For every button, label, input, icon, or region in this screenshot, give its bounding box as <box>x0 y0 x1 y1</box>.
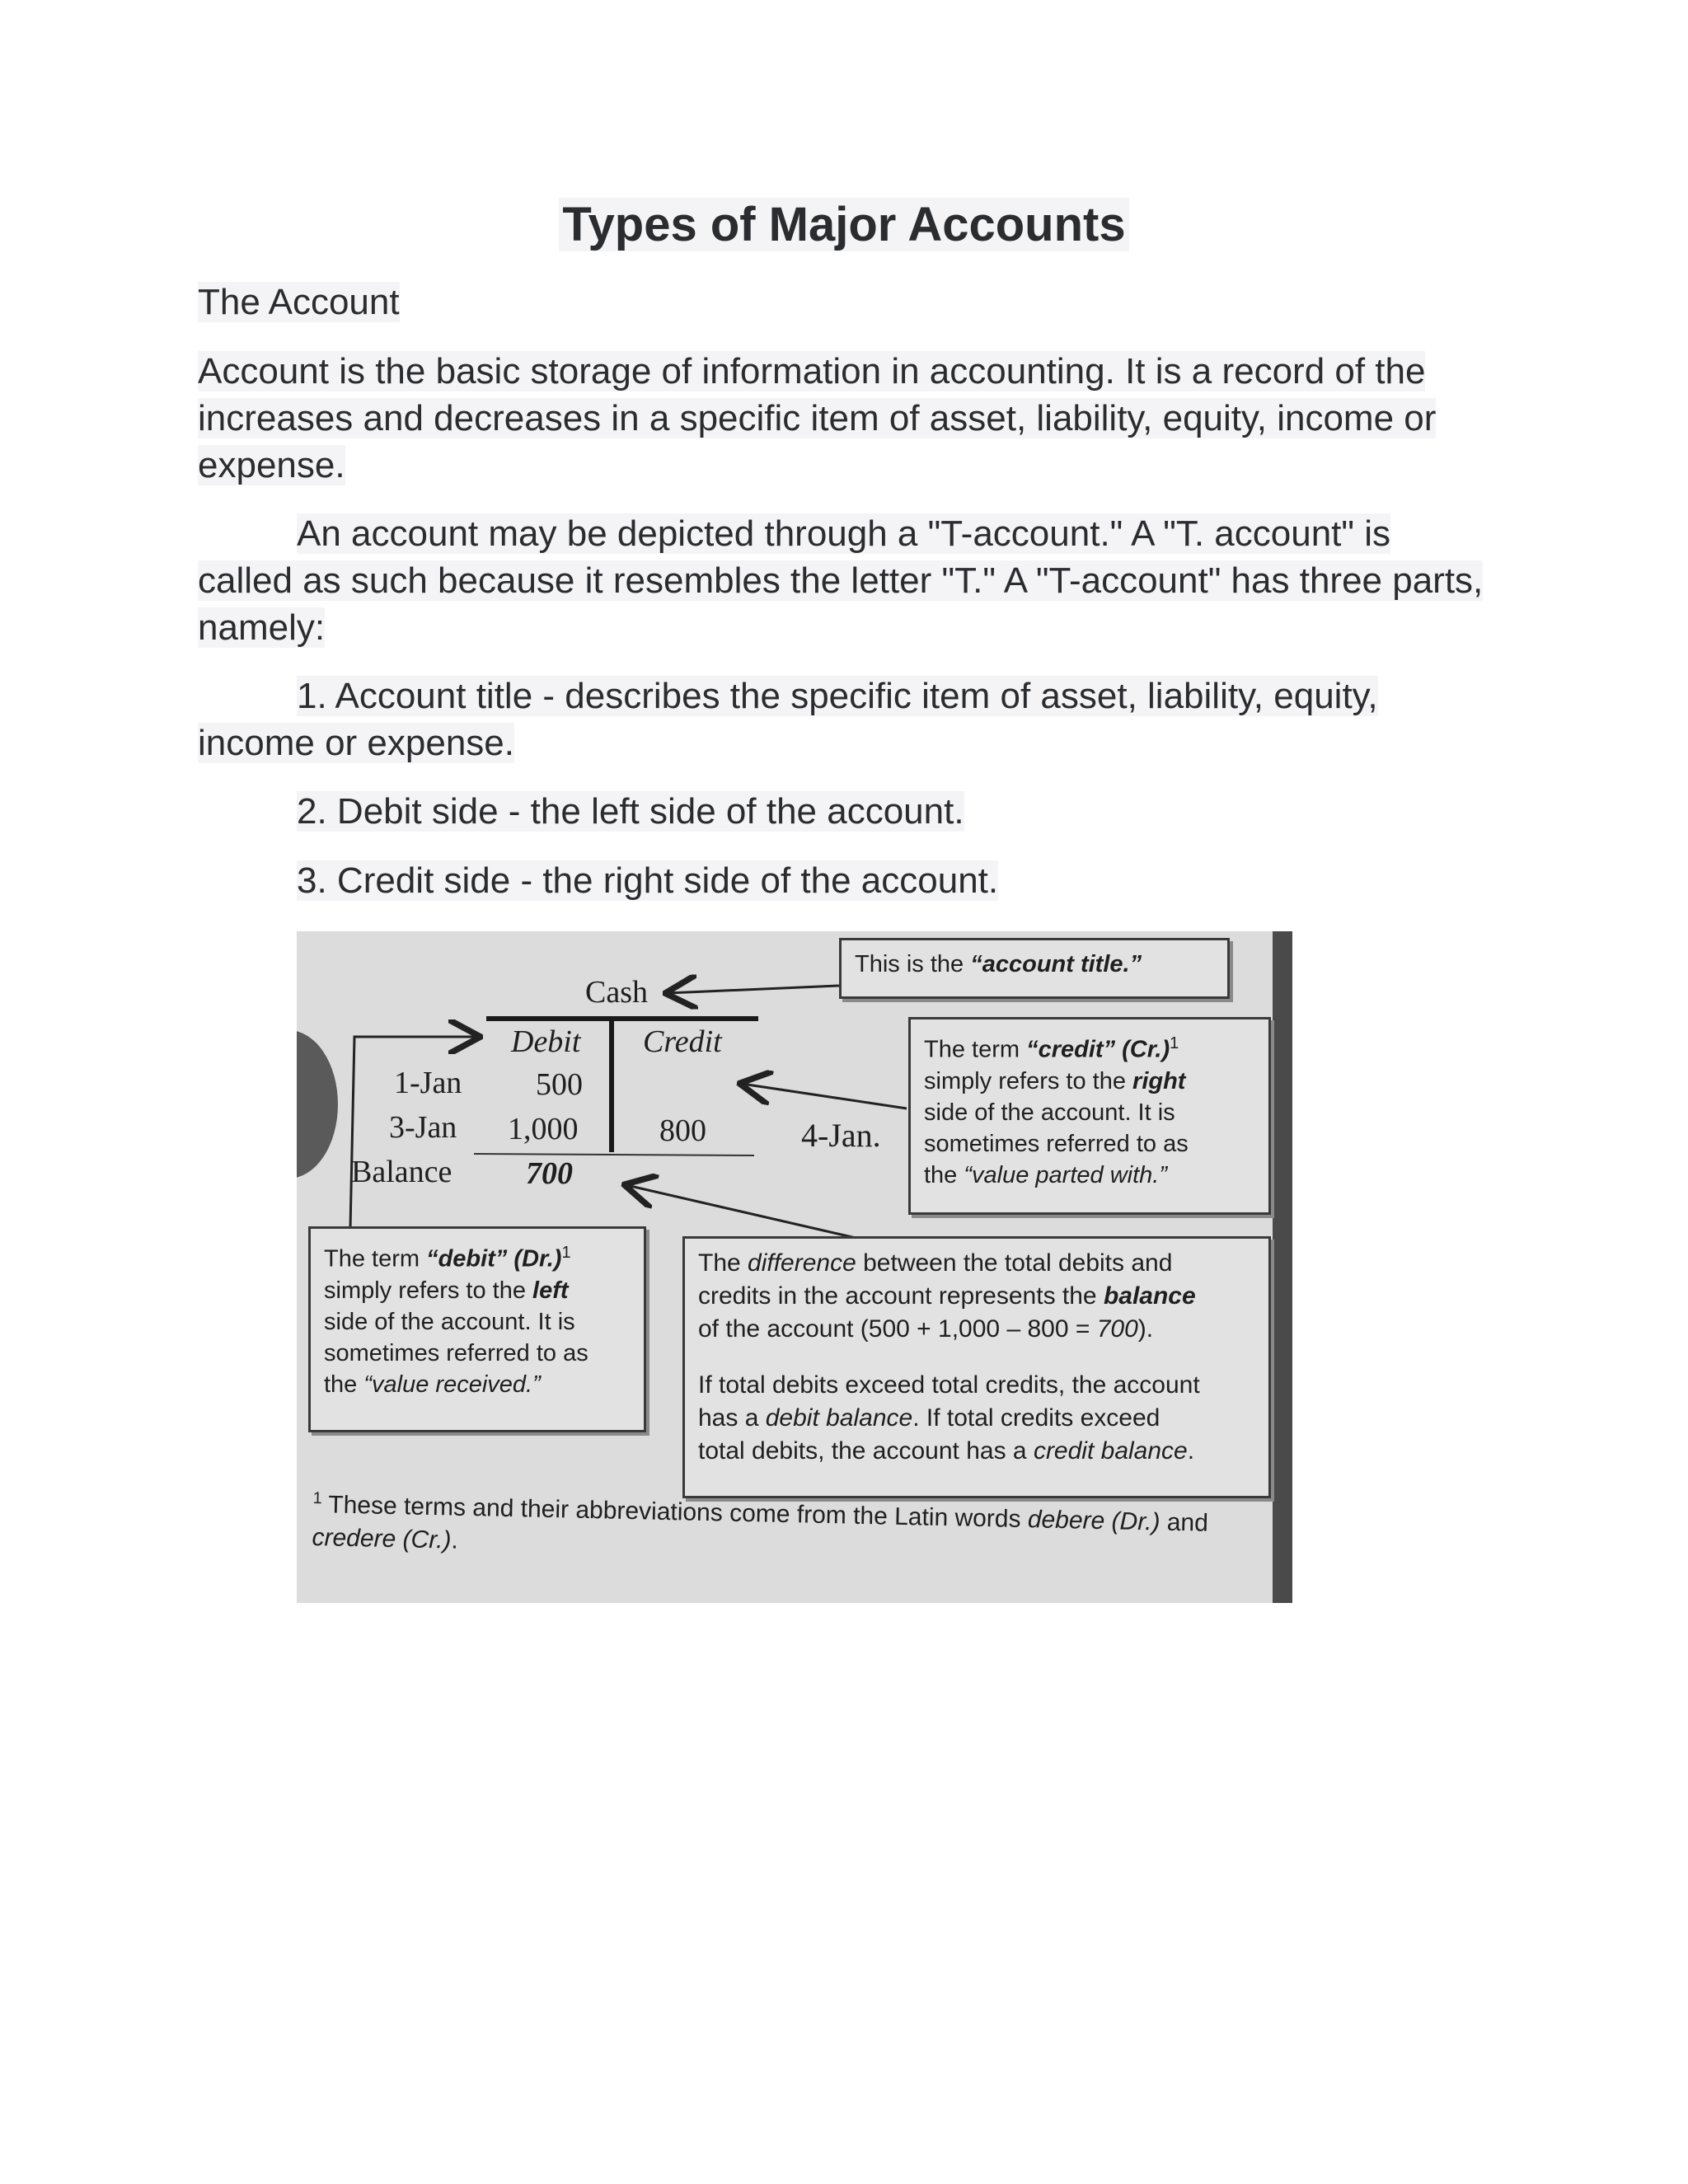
credit-date-label: 4-Jan. <box>801 1117 881 1154</box>
section-heading: The Account <box>198 282 400 322</box>
callout-account-title: This is the “account title.” <box>839 938 1230 999</box>
row-date: 3-Jan <box>389 1110 457 1145</box>
account-title-label: Cash <box>585 975 648 1010</box>
paragraph-account-definition: Account is the basic storage of information in accounting. It is a record of the increases and decreases in a specific item of asset, liability, equity, income or expense. <box>198 351 1437 485</box>
credit-header: Credit <box>643 1024 722 1059</box>
callout-credit: The term “credit” $(Cr.)^1$ simply refers to the right side of the account. It is sometimes referred to as the “value parted with.” <box>908 1017 1271 1215</box>
list-item-debit-side: 2. Debit side - the left side of the account. <box>297 791 964 832</box>
row-credit-value: 800 <box>659 1113 706 1148</box>
balance-label: Balance <box>351 1155 452 1189</box>
row-debit-value: 1,000 <box>508 1112 579 1146</box>
figure-footnote: $^1$ These terms and their abbreviations come from the Latin words debere (Dr.) and credere (Cr.). <box>312 1488 1209 1554</box>
debit-header: Debit <box>511 1024 581 1059</box>
balance-value: 700 <box>526 1156 573 1191</box>
page-title: Types of Major Accounts <box>0 196 1688 254</box>
row-date: 1-Jan <box>394 1066 462 1100</box>
row-debit-value: 500 <box>536 1067 583 1102</box>
t-account-figure <box>297 931 1292 1603</box>
paragraph-t-account: An account may be depicted through a "T-account." A "T. account" is called as such because it resembles the letter "T." A "T-account" has three parts, namely: <box>198 513 1484 648</box>
callout-balance: The difference between the total debits and credits in the account represents the balance of the account (500 + 1,000 – 800 = 700). If total debits exceed total credits, the account has a debit balance. If total credits exceed total debits, the account has a credit balance. <box>682 1236 1271 1498</box>
list-item-account-title: 1. Account title - describes the specific item of asset, liability, equity, income or expense. <box>198 676 1378 763</box>
callout-debit: The term “debit” $(Dr.)^1$ simply refers to the left side of the account. It is sometimes referred to as the “value received.” <box>308 1226 646 1432</box>
list-item-credit-side: 3. Credit side - the right side of the account. <box>297 860 999 901</box>
